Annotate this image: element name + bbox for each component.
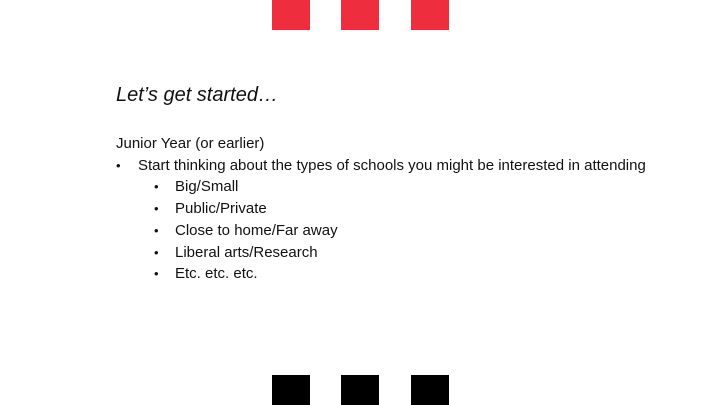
bullet-icon: • bbox=[154, 222, 159, 238]
section-heading: Junior Year (or earlier) bbox=[116, 135, 265, 152]
list-item bbox=[116, 220, 656, 242]
list-item bbox=[116, 242, 656, 264]
red-square-decoration bbox=[272, 0, 310, 30]
bullet-icon: • bbox=[154, 266, 159, 282]
slide-title: Let’s get started… bbox=[116, 84, 278, 106]
sub-bullet-text: Etc. etc. etc. bbox=[175, 265, 258, 283]
sub-bullet-text: Close to home/Far away bbox=[175, 221, 338, 239]
list-item bbox=[116, 155, 656, 177]
black-square-decoration bbox=[272, 375, 310, 405]
black-square-decoration bbox=[341, 375, 379, 405]
bullet-text: Start thinking about the types of schools you might be interested in attending bbox=[138, 156, 646, 174]
list-item bbox=[116, 176, 656, 198]
list-item bbox=[116, 198, 656, 220]
sub-bullet-text: Big/Small bbox=[175, 178, 239, 196]
list-item bbox=[116, 263, 656, 285]
bullet-icon: • bbox=[154, 201, 159, 217]
red-square-decoration bbox=[411, 0, 449, 30]
red-square-decoration bbox=[341, 0, 379, 30]
black-square-decoration bbox=[411, 375, 449, 405]
bullet-icon: • bbox=[116, 157, 121, 173]
bullet-icon: • bbox=[154, 244, 159, 260]
sub-bullet-text: Liberal arts/Research bbox=[175, 243, 318, 261]
bullet-icon: • bbox=[154, 179, 159, 195]
slide-body bbox=[116, 133, 656, 285]
sub-bullet-text: Public/Private bbox=[175, 200, 267, 218]
